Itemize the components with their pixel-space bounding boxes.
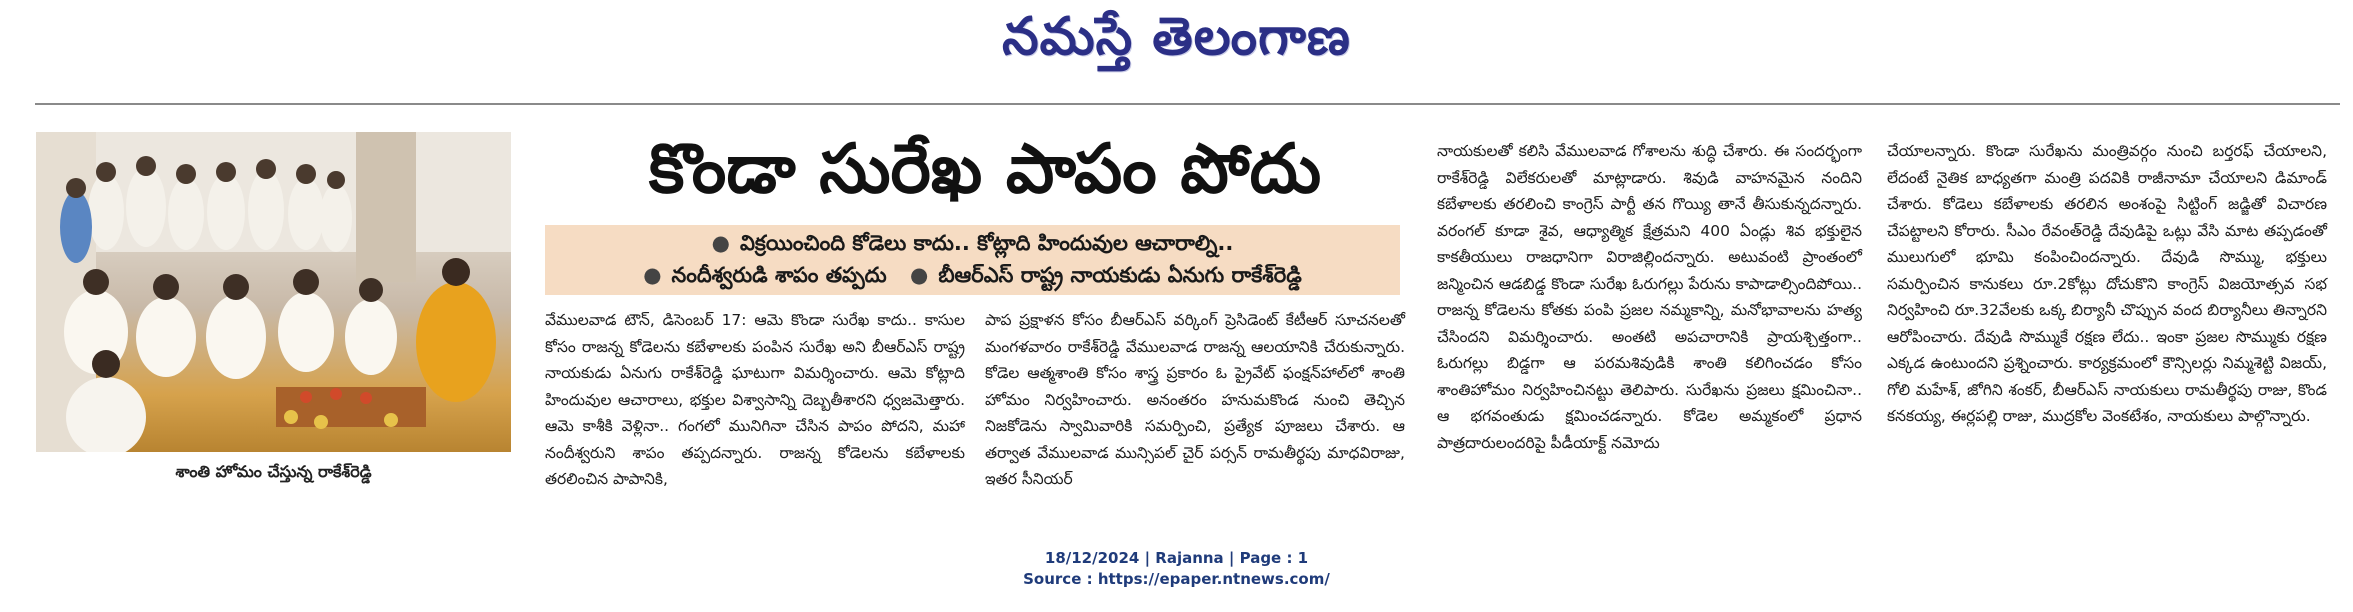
column-text: చేయాలన్నారు. కొండా సురేఖను మంత్రివర్గం నుంచి బర్తరఫ్‌ చేయాలని, లేదంటే నైతిక బాధ్యతగా మంత్రి పదవికి రాజీనామా చేయాలని డిమాండ్‌ చేశారు. కోడెలు కబేళాలకు తరలిన అంశంపై సిట్టింగ్‌ జడ్జితో విచారణ చేపట్టాలని కోరారు. సీఎం రేవంత్‌రెడ్డి దేవుడిపై ఒట్లు వేసి మాట తప్పడంతో ములుగులో భూమి కంపించిందన్నారు. దేవుడి సొమ్ము, భక్తులు సమర్పించిన కానుకలు రూ.2కోట్లు దోచుకొని కాంగ్రెస్‌ విజయోత్సవ సభ నిర్వహించి రూ.32వేలకు ఒక్క బిర్యానీ చొప్పున వంద బిర్యానీలు తిన్నారని ఆరోపించారు. దేవుడి సొమ్ముకే రక్షణ లేదు.. ఇంకా ప్రజల సొమ్ముకు రక్షణ ఎక్కడ ఉంటుందని ప్రశ్నించారు. కార్యక్రమంలో కౌన్సిలర్లు నిమ్మశెట్టి విజయ్‌, గోలి మహేశ్‌, జోగిని శంకర్‌, బీఆర్‌ఎస్‌ నాయకులు రామతీర్థపు రాజు, కొండ కనకయ్య, ఈర్లపల్లి రాజు, ముద్రకోల వెంకటేశం, నాయకులు పాల్గొన్నారు. (1887, 142, 2327, 425)
column-text: వేములవాడ టౌన్‌, డిసెంబర్‌ 17: ఆమె కొండా సురేఖ కాదు.. కాసుల కోసం రాజన్న కోడెలను కబేళాలకు పంపిన సురేఖ అని బీఆర్‌ఎస్‌ రాష్ట్ర నాయకుడు ఏనుగు రాకేశ్‌రెడ్డి ఘాటుగా విమర్శించారు. ఆమె కోట్లాది హిందువుల ఆచారాలు, భక్తుల విశ్వాసాన్ని దెబ్బతీశారని ధ్వజమెత్తారు. ఆమె కాశీకి వెళ్లినా.. గంగలో మునిగినా చేసిన పాపం పోదని, మహా నందీశ్వరుని శాపం తప్పదన్నారు. రాజన్న కోడెలను కబేళాలకు తరలించిన పాపానికి, (545, 311, 965, 488)
bullet-icon: ● (711, 231, 730, 255)
column-text: నాయకులతో కలిసి వేములవాడ గోశాలను శుద్ధి చేశారు. ఈ సందర్భంగా రాకేశ్‌రెడ్డి విలేకరులతో మాట్లాడారు. శివుడి వాహనమైన నందిని కబేళాలకు తరలించి కాంగ్రెస్‌ పార్టీ తన గొయ్యి తానే తీసుకున్నదన్నారు. వరంగల్‌ కూడా శైవ, ఆధ్యాత్మిక క్షేత్రమని 400 ఏండ్లు శివ భక్తులైన కాకతీయులు రాజధానిగా విరాజిల్లిందన్నారు. అటువంటి ప్రాంతంలో జన్మించిన ఆడబిడ్డ కొండా సురేఖ ఓరుగల్లు పేరును కాపాడాల్సిందిపోయి.. రాజన్న కోడెలను కోతకు పంపి ప్రజల నమ్మకాన్ని, మనోభావాలను హత్య చేసిందని విమర్శించారు. అంతటి అపచారానికి ప్రాయశ్చిత్తంగా.. ఓరుగల్లు బిడ్డగా ఆ పరమశివుడికి శాంతి కలిగించడం కోసం శాంతిహోమం నిర్వహించినట్టు తెలిపారు. సురేఖను ప్రజలు క్షమించినా.. ఆ భగవంతుడు క్షమించడన్నారు. కోడెల అమ్మకంలో ప్రధాన పాత్రదారులందరిపై పీడీయాక్ట్‌ నమోదు (1437, 142, 1862, 452)
subdeck-text-2b: బీఆర్‌ఎస్‌ రాష్ట్ర నాయకుడు ఏనుగు రాకేశ్‌రెడ్డి (938, 263, 1302, 287)
page-footer (0, 548, 2353, 590)
photo-caption: శాంతి హోమం చేస్తున్న రాకేశ్‌రెడ్డి (175, 462, 372, 481)
article-column-3 (1437, 138, 1862, 456)
subdeck-line-2 (545, 263, 1400, 293)
footer-source: Source : https://epaper.ntnews.com/ (1023, 570, 1330, 588)
article-headline: కొండా సురేఖ పాపం పోదు (648, 130, 1322, 209)
subdeck-line-1 (545, 231, 1400, 261)
subdeck-text-1: విక్రయించింది కోడెలు కాదు.. కోట్లాది హిందువుల ఆచారాల్ని.. (739, 231, 1234, 255)
article-column-1 (545, 307, 965, 493)
article-subdeck (545, 225, 1400, 295)
masthead (0, 0, 2353, 80)
footer-date-edition: 18/12/2024 | Rajanna | Page : 1 (1044, 549, 1309, 567)
bullet-icon: ● (910, 263, 929, 287)
subdeck-text-2a: నందీశ్వరుడి శాపం తప్పదు (671, 263, 887, 287)
newspaper-title: నమస్తే తెలంగాణ (1002, 6, 1351, 67)
article-column-2 (985, 307, 1405, 493)
article-column-4 (1887, 138, 2327, 430)
article-photo (36, 132, 511, 452)
masthead-divider (35, 103, 2340, 105)
photo-illustration (36, 132, 511, 452)
column-text: పాప ప్రక్షాళన కోసం బీఆర్‌ఎస్‌ వర్కింగ్‌ ప్రెసిడెంట్‌ కేటీఆర్‌ సూచనలతో మంగళవారం రాకేశ్‌రెడ్డి వేములవాడ రాజన్న ఆలయానికి చేరుకున్నారు. కోడెల ఆత్మశాంతి కోసం శాస్త్ర ప్రకారం ఓ ప్రైవేట్‌ ఫంక్షన్‌హాల్‌లో శాంతి హోమం నిర్వహించారు. అనంతరం హనుమకొండ నుంచి తెచ్చిన నిజకోడెను స్వామివారికి సమర్పించి, ప్రత్యేక పూజలు చేశారు. ఆ తర్వాత వేములవాడ మున్సిపల్‌ చైర్‌ పర్సన్‌ రామతీర్థపు మాధవిరాజు, ఇతర సీనియర్‌ (985, 311, 1405, 488)
bullet-icon: ● (643, 263, 662, 287)
